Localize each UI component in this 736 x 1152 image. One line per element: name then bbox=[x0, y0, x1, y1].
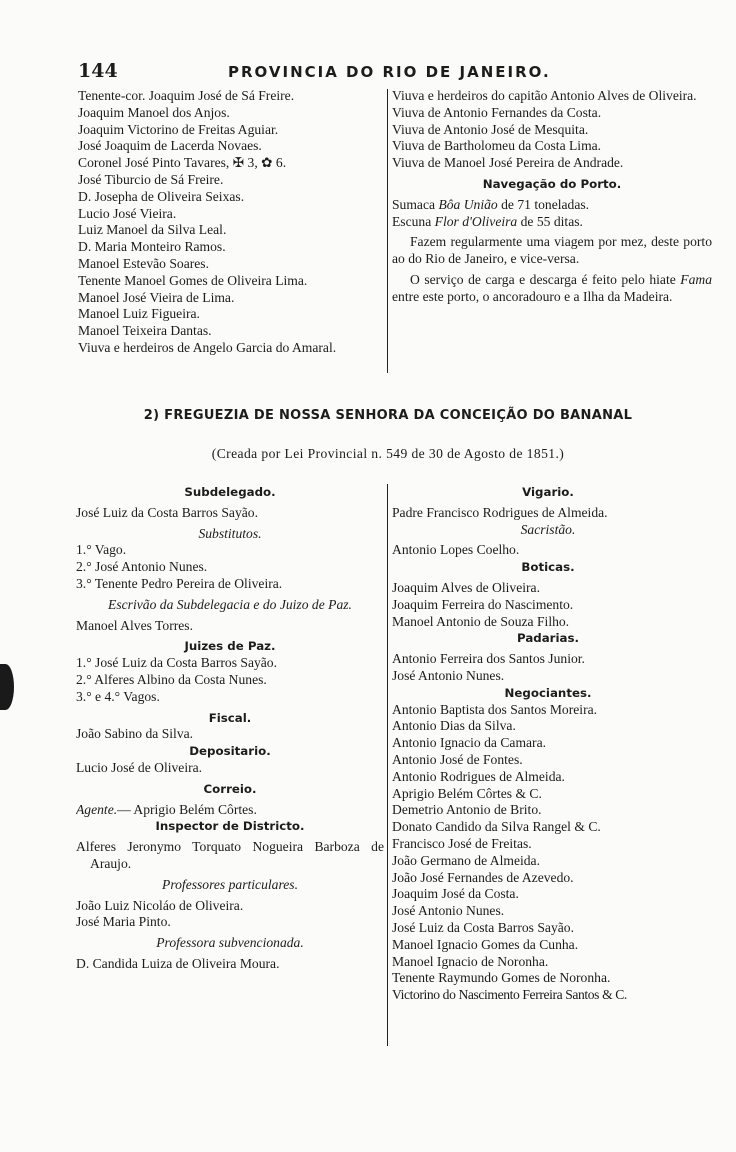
merchant-entry: Manoel Ignacio de Noronha. bbox=[392, 953, 549, 969]
paragraph: Fazem regularmente uma viagem por mez, deste porto ao do Rio de Janeiro, e vice-versa. bbox=[392, 234, 712, 267]
entry: Manoel Alves Torres. bbox=[76, 617, 193, 633]
entry: João Luiz Nicoláo de Oliveira. bbox=[76, 897, 244, 913]
section-heading: Boticas. bbox=[521, 560, 575, 575]
section-heading: Escrivão da Subdelegacia e do Juizo de Paz. bbox=[108, 596, 352, 612]
resident-entry: Viuva e herdeiros de Angelo Garcia do Amaral. bbox=[78, 339, 337, 355]
merchant-entry: Joaquim José da Costa. bbox=[392, 886, 519, 902]
entry: Antonio Lopes Coelho. bbox=[392, 542, 520, 558]
section-heading: Negociantes. bbox=[504, 685, 592, 700]
merchant-entry: Antonio Baptista dos Santos Moreira. bbox=[392, 701, 598, 717]
resident-entry: Lucio José Vieira. bbox=[78, 205, 177, 221]
resident-entry: Manoel Estevão Soares. bbox=[78, 255, 209, 271]
entry: Antonio Ferreira dos Santos Junior. bbox=[392, 651, 585, 667]
entry: Joaquim Ferreira do Nascimento. bbox=[392, 596, 574, 612]
merchant-entry: Antonio Rodrigues de Almeida. bbox=[392, 768, 565, 784]
entry: José Maria Pinto. bbox=[76, 914, 171, 930]
merchant-entry: Antonio Dias da Silva. bbox=[392, 718, 516, 734]
merchant-entry: João Germano de Almeida. bbox=[392, 852, 540, 868]
section-title: 2) FREGUEZIA DE NOSSA SENHORA DA CONCEIÇÃO DO BANANAL bbox=[143, 408, 633, 423]
entry: Alferes Jeronymo Torquato Nogueira Barboza de Araujo. bbox=[76, 839, 384, 871]
entry: 1.° Vago. bbox=[76, 542, 127, 558]
merchant-entry: José Luiz da Costa Barros Sayão. bbox=[392, 919, 574, 935]
section-subtitle: (Creada por Lei Provincial n. 549 de 30 de Agosto de 1851.) bbox=[211, 446, 565, 461]
resident-entry: Manoel Luiz Figueira. bbox=[78, 306, 200, 322]
page-header bbox=[78, 60, 698, 84]
resident-entry: D. Josepha de Oliveira Seixas. bbox=[78, 188, 245, 204]
resident-entry: José Joaquim de Lacerda Novaes. bbox=[78, 138, 262, 154]
section-heading: Depositario. bbox=[189, 744, 271, 759]
entry: Padre Francisco Rodrigues de Almeida. bbox=[392, 504, 608, 520]
section2-right-column bbox=[392, 484, 704, 1004]
page-number: 144 bbox=[78, 60, 118, 82]
entry: Agente.— Aprigio Belém Côrtes. bbox=[76, 801, 257, 817]
resident-entry: Tenente Manoel Gomes de Oliveira Lima. bbox=[78, 272, 308, 288]
section-heading: Padarias. bbox=[516, 631, 580, 646]
entry: 1.° José Luiz da Costa Barros Sayão. bbox=[76, 655, 277, 671]
resident-entry: Viuva e herdeiros do capitão Antonio Alves de Oliveira. bbox=[392, 88, 697, 103]
entry: João Sabino da Silva. bbox=[76, 726, 194, 742]
resident-entry: D. Maria Monteiro Ramos. bbox=[78, 239, 226, 255]
top-right-column bbox=[392, 88, 712, 306]
running-title: PROVINCIA DO RIO DE JANEIRO. bbox=[228, 63, 551, 81]
resident-entry: Joaquim Manoel dos Anjos. bbox=[78, 104, 230, 120]
column-divider bbox=[387, 89, 388, 373]
entry: Joaquim Alves de Oliveira. bbox=[392, 579, 540, 595]
resident-entry: Viuva de Bartholomeu da Costa Lima. bbox=[392, 138, 602, 154]
entry: 2.° José Antonio Nunes. bbox=[76, 559, 208, 575]
resident-entry: Coronel José Pinto Tavares, ✠ 3, ✿ 6. bbox=[78, 155, 287, 171]
entry: 2.° Alferes Albino da Costa Nunes. bbox=[76, 671, 267, 687]
resident-entry: Manoel Teixeira Dantas. bbox=[78, 323, 212, 339]
merchant-entry: Manoel Ignacio Gomes da Cunha. bbox=[392, 936, 579, 952]
entry: José Antonio Nunes. bbox=[392, 667, 505, 683]
merchant-entry: Victorino do Nascimento Ferreira Santos & C. bbox=[392, 987, 627, 1003]
resident-entry: José Tiburcio de Sá Freire. bbox=[78, 171, 224, 187]
entry: D. Candida Luiza de Oliveira Moura. bbox=[76, 955, 280, 971]
resident-entry: Luiz Manoel da Silva Leal. bbox=[78, 222, 227, 238]
section-heading: Sacristão. bbox=[520, 521, 576, 537]
vessel-entry: Escuna Flor d'Oliveira de 55 ditas. bbox=[392, 213, 583, 229]
resident-entry: Viuva de Antonio Fernandes da Costa. bbox=[392, 104, 602, 120]
column-divider bbox=[387, 484, 388, 1046]
section-heading: Inspector de Districto. bbox=[155, 819, 305, 834]
resident-entry: Viuva de Antonio José de Mesquita. bbox=[392, 121, 589, 137]
section-heading: Professores particulares. bbox=[162, 876, 298, 892]
merchant-entry: Francisco José de Freitas. bbox=[392, 835, 532, 851]
section-heading: Fiscal. bbox=[208, 710, 252, 725]
vessel-entry: Sumaca Bôa União de 71 toneladas. bbox=[392, 196, 590, 212]
section-heading: Substitutos. bbox=[198, 525, 262, 541]
resident-entry: Joaquim Victorino de Freitas Aguiar. bbox=[78, 121, 279, 137]
section-heading: Subdelegado. bbox=[184, 485, 276, 499]
merchant-entry: José Antonio Nunes. bbox=[392, 903, 505, 919]
entry: José Luiz da Costa Barros Sayão. bbox=[76, 504, 258, 520]
section2-left-column bbox=[76, 484, 384, 973]
top-left-column bbox=[78, 88, 384, 357]
section-heading: Correio. bbox=[203, 781, 257, 796]
merchant-entry: Aprigio Belém Côrtes & C. bbox=[392, 785, 542, 801]
merchant-entry: Antonio José de Fontes. bbox=[392, 751, 523, 767]
resident-entry: Viuva de Manoel José Pereira de Andrade. bbox=[392, 155, 624, 171]
merchant-entry: Tenente Raymundo Gomes de Noronha. bbox=[392, 970, 611, 986]
merchant-entry: Demetrio Antonio de Brito. bbox=[392, 802, 542, 818]
entry: 3.° Tenente Pedro Pereira de Oliveira. bbox=[76, 575, 283, 591]
ink-blot-mark bbox=[0, 664, 14, 710]
entry: Manoel Antonio de Souza Filho. bbox=[392, 613, 570, 629]
resident-entry: Tenente-cor. Joaquim José de Sá Freire. bbox=[78, 88, 295, 103]
entry: Lucio José de Oliveira. bbox=[76, 759, 203, 775]
section-heading: Professora subvencionada. bbox=[156, 935, 304, 951]
merchant-entry: João José Fernandes de Azevedo. bbox=[392, 869, 574, 885]
merchant-entry: Antonio Ignacio da Camara. bbox=[392, 735, 547, 751]
paragraph: O serviço de carga e descarga é feito pelo hiate Fama entre este porto, o ancoradouro e a Ilha da Madeira. bbox=[392, 271, 712, 304]
resident-entry: Manoel José Vieira de Lima. bbox=[78, 289, 235, 305]
section-heading: Vigario. bbox=[522, 485, 574, 499]
section-heading: Navegação do Porto. bbox=[482, 176, 622, 191]
merchant-entry: Donato Candido da Silva Rangel & C. bbox=[392, 819, 601, 835]
entry: 3.° e 4.° Vagos. bbox=[76, 688, 160, 704]
section-heading: Juizes de Paz. bbox=[184, 639, 276, 654]
